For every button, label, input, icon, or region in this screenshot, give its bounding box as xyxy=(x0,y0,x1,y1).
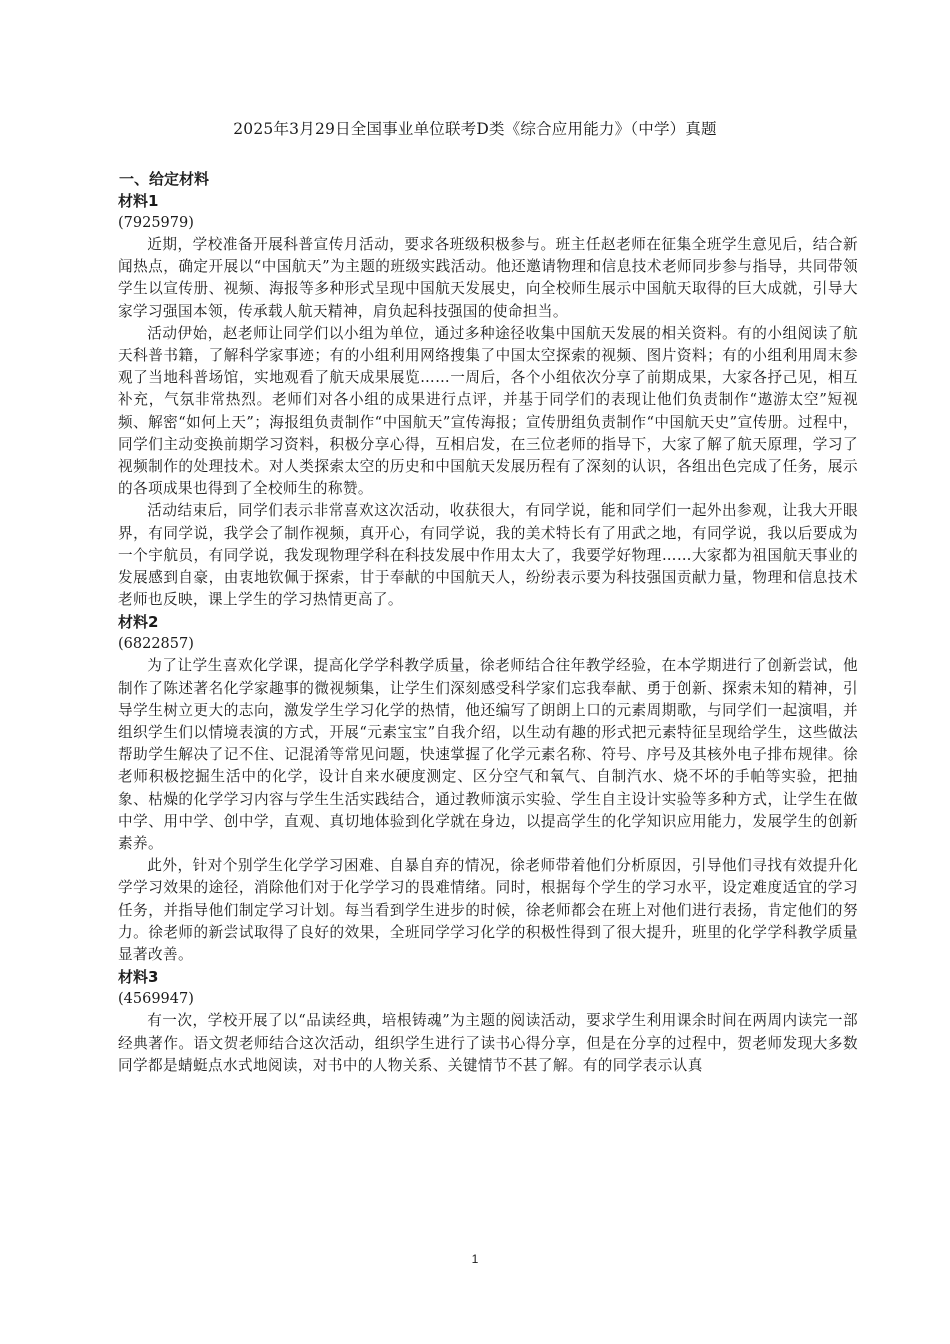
section-heading: 一、给定材料 xyxy=(119,170,210,188)
paragraph: 此外，针对个别学生化学学习困难、自暴自弃的情况，徐老师带着他们分析原因，引导他们寻找有效提升化学学习效果的途径，消除他们对于化学学习的畏难情绪。同时，根据每个学生的学习水平，设定难度适宜的学习任务，并指导他们制定学习计划。每当看到学生进步的时候，徐老师都会在班上对他们进行表扬，肯定他们的努力。徐老师的新尝试取得了良好的效果，全班同学学习化学的积极性得到了很大提升，班里的化学学科教学质量显著改善。 xyxy=(118,857,858,964)
paragraph: 近期，学校准备开展科普宣传月活动，要求各班级积极参与。班主任赵老师在征集全班学生意见后，结合新闻热点，确定开展以“中国航天”为主题的班级实践活动。他还邀请物理和信息技术老师同步参与指导，共同带领学生以宣传册、视频、海报等多种形式呈现中国航天发展史，向全校师生展示中国航天取得的巨大成就，引导大家学习强国本领，传承载人航天精神，肩负起科技强国的使命担当。 xyxy=(118,236,858,320)
material-block-2 xyxy=(118,611,858,966)
material-heading: 材料2 xyxy=(118,613,159,632)
material-code: (6822857) xyxy=(118,636,194,653)
material-block-1 xyxy=(118,190,858,611)
material-heading: 材料1 xyxy=(118,192,159,210)
document-title: 2025年3月29日全国事业单位联考D类《综合应用能力》（中学）真题 xyxy=(233,120,717,138)
paragraph: 活动结束后，同学们表示非常喜欢这次活动，收获很大，有同学说，能和同学们一起外出参观，让我大开眼界，有同学说，我学会了制作视频，真开心，有同学说，我的美术特长有了用武之地，有同学说，我以后要成为一个宇航员，有同学说，我发现物理学科在科技发展中作用太大了，我要学好物理……大家都为祖国航天事业的发展感到自豪，由衷地钦佩于探索，甘于奉献的中国航天人，纷纷表示要为科技强国贡献力量，物理和信息技术老师也反映，课上学生的学习热情更高了。 xyxy=(118,502,858,609)
material-heading: 材料3 xyxy=(118,968,159,987)
page-number: 1 xyxy=(471,1252,479,1266)
material-code: (7925979) xyxy=(118,215,194,231)
material-block-3 xyxy=(118,966,858,1077)
material-code: (4569947) xyxy=(118,991,194,1008)
document-body xyxy=(118,168,858,1077)
paragraph: 活动伊始，赵老师让同学们以小组为单位，通过多种途径收集中国航天发展的相关资料。有的小组阅读了航天科普书籍，了解科学家事迹；有的小组利用网络搜集了中国太空探索的视频、图片资料；有的小组利用周末参观了当地科普场馆，实地观看了航天成果展览……一周后，各个小组依次分享了前期成果，大家各抒己见，相互补充，气氛非常热烈。老师们对各小组的成果进行点评，并基于同学们的表现让他们负责制作“遨游太空”短视频、解密“如何上天”；海报组负责制作“中国航天”宣传海报；宣传册组负责制作“中国航天史”宣传册。过程中，同学们主动变换前期学习资料，积极分享心得，互相启发，在三位老师的指导下，大家了解了航天原理，学习了视频制作的处理技术。对人类探索太空的历史和中国航天发展历程有了深刻的认识，各组出色完成了任务，展示的各项成果也得到了全校师生的称赞。 xyxy=(118,324,858,498)
paragraph: 为了让学生喜欢化学课，提高化学学科教学质量，徐老师结合往年教学经验，在本学期进行了创新尝试，他制作了陈述著名化学家趣事的微视频集，让学生们深刻感受科学家们忘我奉献、勇于创新、探索未知的精神，引导学生树立更大的志向，激发学生学习化学的热情，他还编写了朗朗上口的元素周期歌，与同学们一起演唱，并组织学生们以情境表演的方式，开展“元素宝宝”自我介绍，以生动有趣的形式把元素特征呈现给学生，这些做法帮助学生解决了记不住、记混淆等常见问题，快速掌握了化学元素名称、符号、序号及其核外电子排布规律。徐老师积极挖掘生活中的化学，设计自来水硬度测定、区分空气和氧气、自制汽水、烧不坏的手帕等实验，把抽象、枯燥的化学学习内容与学生生活实践结合，通过教师演示实验、学生自主设计实验等多种方式，让学生在做中学、用中学、创中学，直观、真切地体验到化学就在身边，以提高学生的化学知识应用能力，发展学生的创新素养。 xyxy=(118,657,858,853)
paragraph: 有一次，学校开展了以“品读经典，培根铸魂”为主题的阅读活动，要求学生利用课余时间在两周内读完一部经典著作。语文贺老师结合这次活动，组织学生进行了读书心得分享，但是在分享的过程中，贺老师发现大多数同学都是蜻蜓点水式地阅读，对书中的人物关系、关键情节不甚了解。有的同学表示认真 xyxy=(118,1012,858,1074)
